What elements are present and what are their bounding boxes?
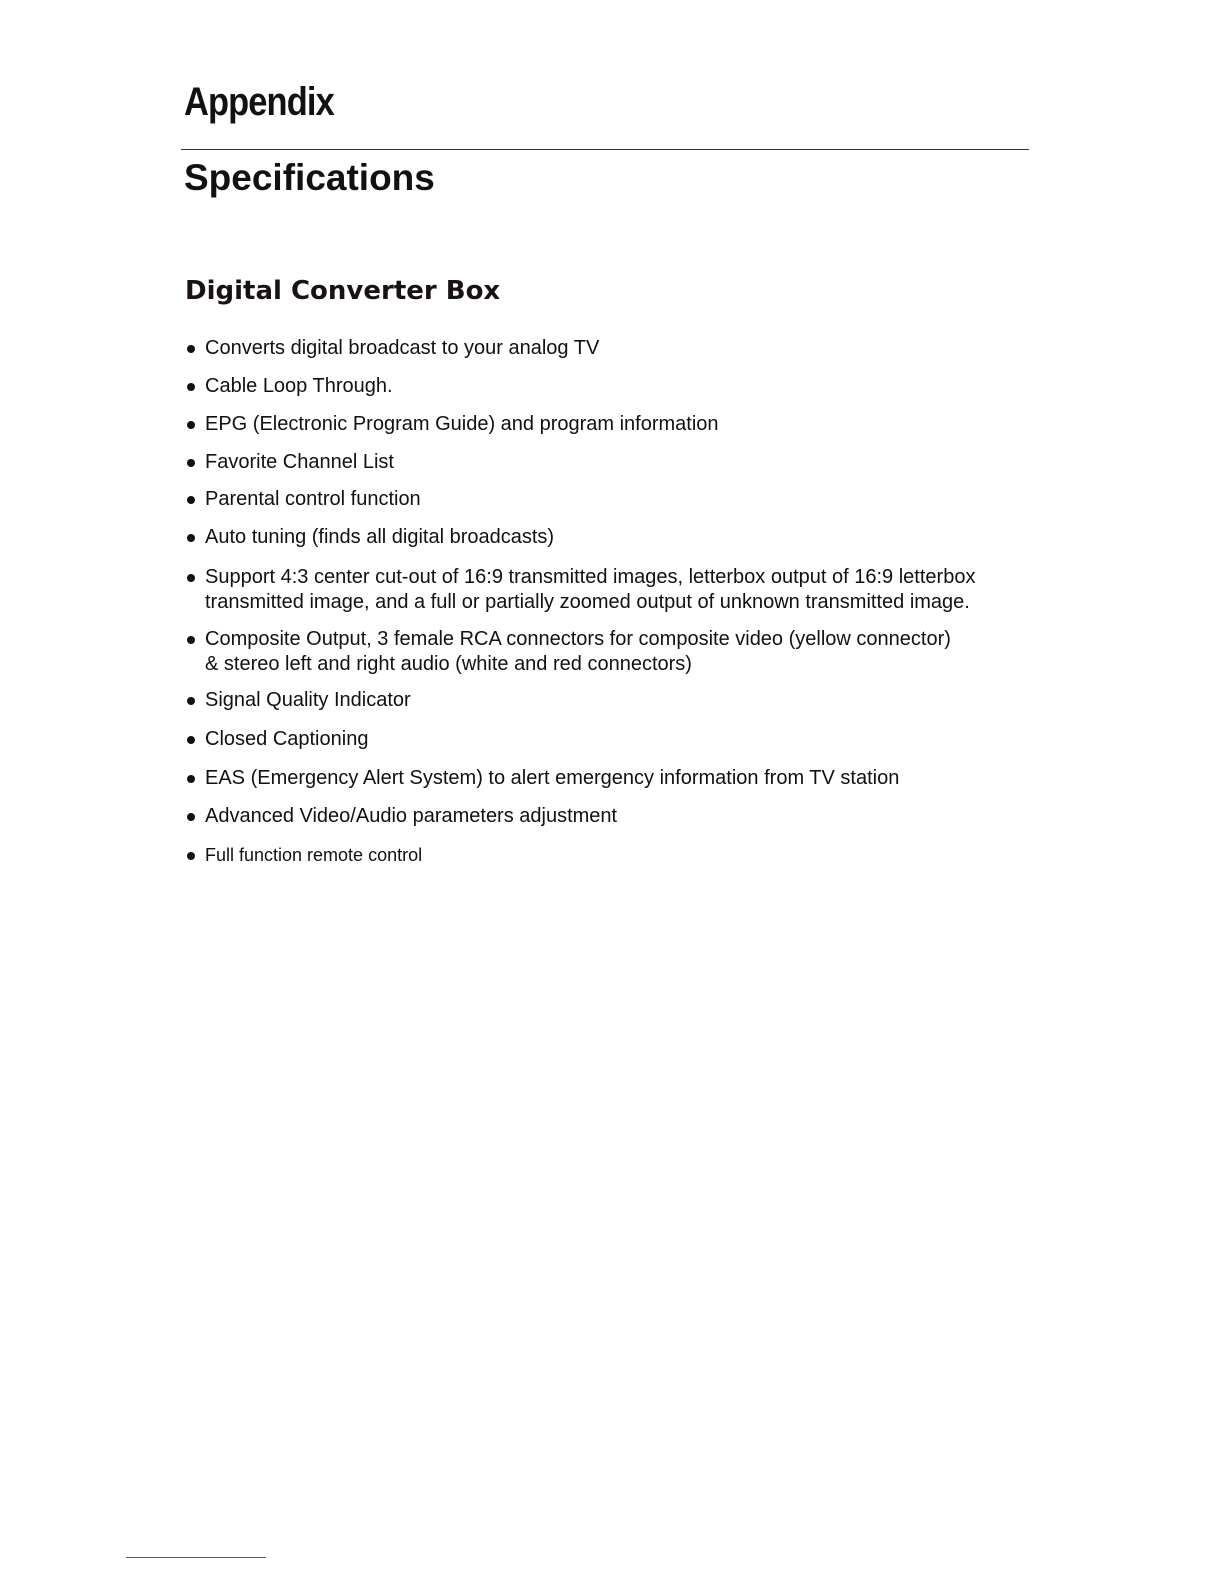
list-item (184, 412, 719, 437)
bullet-icon (187, 736, 195, 744)
list-item-text: Favorite Channel List (205, 451, 394, 473)
list-item (184, 565, 975, 615)
list-item (184, 727, 368, 752)
subsection-title: Digital Converter Box (185, 276, 501, 306)
list-item-text: Converts digital broadcast to your analog TV (205, 337, 600, 359)
bullet-icon (187, 345, 195, 353)
bullet-icon (187, 852, 195, 860)
list-item-text: Full function remote control (205, 845, 423, 865)
list-item (184, 804, 617, 829)
list-item (184, 688, 411, 713)
list-item (184, 843, 422, 868)
list-item-text: EPG (Electronic Program Guide) and program information (205, 413, 719, 435)
section-title: Specifications (184, 157, 435, 198)
list-item-line: Support 4:3 center cut-out of 16:9 transmitted images, letterbox output of 16:9 letterbox (205, 566, 976, 588)
list-item (184, 487, 421, 512)
bullet-icon (187, 383, 195, 391)
bullet-icon (187, 421, 195, 429)
bullet-icon (187, 534, 195, 542)
bullet-icon (187, 574, 195, 582)
list-item-line: & stereo left and right audio (white and red connectors) (205, 653, 692, 675)
bullet-icon (187, 775, 195, 783)
list-item-text: Parental control function (205, 488, 421, 510)
bullet-icon (187, 459, 195, 467)
list-item-text: Signal Quality Indicator (205, 689, 411, 711)
list-item-text: Cable Loop Through. (205, 375, 393, 397)
list-item-text: Closed Captioning (205, 728, 369, 750)
footer-line (126, 1557, 266, 1558)
list-item-text (205, 565, 975, 615)
bullet-icon (187, 496, 195, 504)
list-item (184, 525, 554, 550)
list-item (184, 336, 599, 361)
list-item-text: Auto tuning (finds all digital broadcasts) (205, 526, 555, 548)
list-item (184, 627, 951, 677)
list-item-line: Composite Output, 3 female RCA connectors for composite video (yellow connector) (205, 628, 951, 650)
list-item (184, 766, 899, 791)
bullet-icon (187, 636, 195, 644)
bullet-icon (187, 697, 195, 705)
list-item (184, 374, 393, 399)
list-item-line: transmitted image, and a full or partially zoomed output of unknown transmitted image. (205, 591, 970, 613)
bullet-icon (187, 813, 195, 821)
list-item (184, 450, 394, 475)
heading-divider (181, 149, 1029, 150)
list-item-text (205, 627, 951, 677)
list-item-text: Advanced Video/Audio parameters adjustment (205, 805, 618, 827)
page-heading: Appendix (184, 80, 334, 124)
list-item-text: EAS (Emergency Alert System) to alert emergency information from TV station (205, 767, 900, 789)
